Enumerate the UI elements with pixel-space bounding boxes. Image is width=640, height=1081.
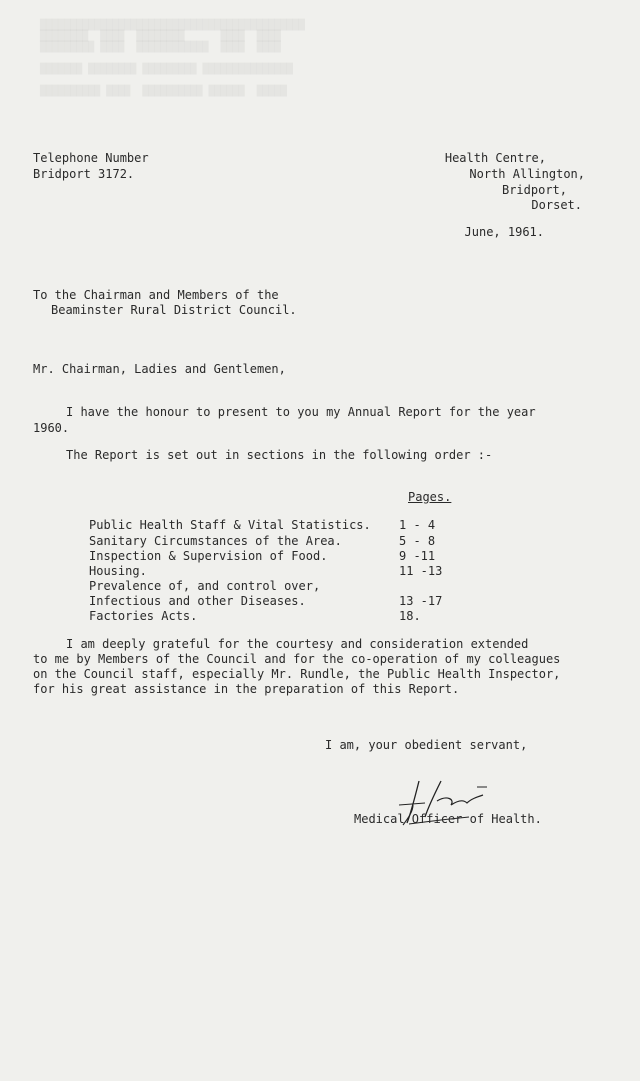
intro-paragraph-line-1: I have the honour to present to you my Annual Report for the year [66,405,536,419]
contents-pages: 18. [399,609,421,623]
letter-date: June, 1961. [464,225,544,239]
addressee-line-1: To the Chairman and Members of the [33,288,279,302]
contents-section: Factories Acts. [89,609,198,623]
contents-section: Sanitary Circumstances of the Area. [89,534,342,548]
contents-section: Inspection & Supervision of Food. [89,549,328,563]
contents-pages: 11 -13 [399,564,443,578]
contents-row [89,594,443,608]
intro-paragraph-line-2: 1960. [33,421,70,435]
signatory-title: Medical Officer of Health. [354,812,542,826]
contents-row [89,549,439,563]
telephone-label: Telephone Number [33,151,149,165]
contents-row [89,579,439,593]
contents-row [89,609,439,623]
address-line-1: Health Centre, [444,151,546,165]
contents-intro: The Report is set out in sections in the following order :- [66,448,493,462]
gratitude-line-4: for his great assistance in the preparation of this Report. [33,682,460,696]
contents-pages: 5 - 8 [399,534,436,548]
contents-pages: 9 -11 [399,549,436,563]
pages-column-header: Pages. [408,490,452,504]
contents-section: Prevalence of, and control over, [89,579,321,593]
contents-row [89,518,439,532]
address-line-2: North Allington, [469,167,585,181]
contents-row [89,564,443,578]
address-line-4: Dorset. [531,198,582,212]
contents-section: Infectious and other Diseases. [89,594,306,608]
address-line-3: Bridport, [501,183,567,197]
contents-section: Housing. [89,564,147,578]
closing-line: I am, your obedient servant, [325,738,528,752]
contents-section: Public Health Staff & Vital Statistics. [89,518,371,532]
contents-pages: 13 -17 [399,594,443,608]
salutation: Mr. Chairman, Ladies and Gentlemen, [33,362,286,376]
gratitude-line-1: I am deeply grateful for the courtesy and consideration extended [66,637,529,651]
gratitude-line-3: on the Council staff, especially Mr. Rundle, the Public Health Inspector, [33,667,561,681]
contents-pages: 1 - 4 [399,518,436,532]
gratitude-line-2: to me by Members of the Council and for the co-operation of my colleagues [33,652,561,666]
telephone-number: Bridport 3172. [33,167,135,181]
bleed-through-texture: ████████████████████████████████████████████ ████████ ████ ████████ ████ ████ █████████ ████ ████████████ ████ ████ ███████ ████████ █████████ ███████████████ ██████████ ████ ██████████ ██████ █████ [40,20,305,97]
addressee-line-2: Beaminster Rural District Council. [51,303,297,317]
contents-row [89,534,439,548]
